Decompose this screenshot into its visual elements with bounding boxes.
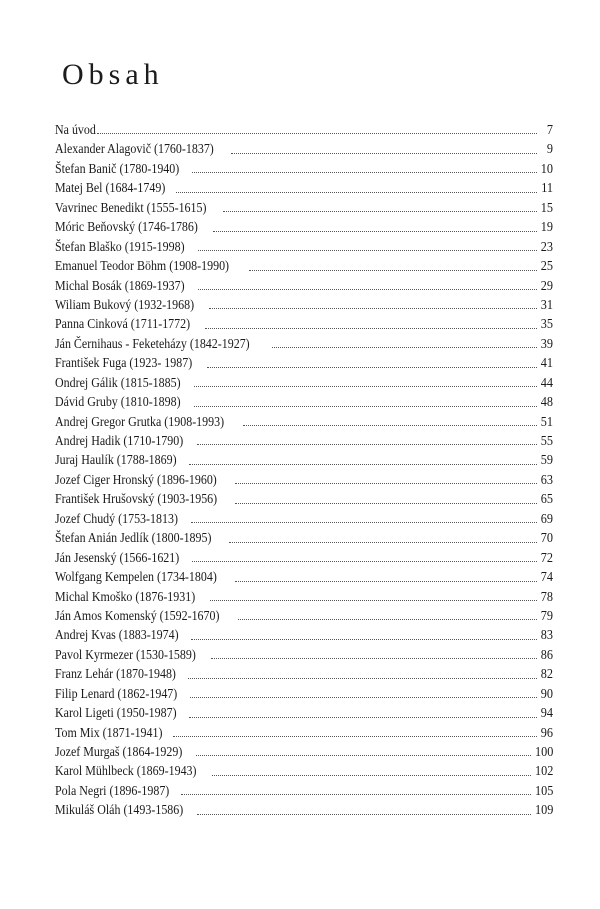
dot-leader [235,482,537,484]
toc-entry-page-number: 59 [540,452,553,468]
toc-entry-page-number: 15 [540,199,553,215]
toc-entry-title: Jozef Ciger Hronský (1896-1960) [55,471,217,487]
toc-entry [55,217,553,236]
toc-entry-title: Andrej Kvas (1883-1974) [55,627,179,643]
toc-entry-title: Štefan Blaško (1915-1998) [55,238,185,254]
toc-entry-page-number: 29 [540,277,553,293]
toc-entry [55,761,553,780]
toc-entry [55,314,553,333]
toc-entry-page-number: 82 [540,666,553,682]
dot-leader [192,171,537,173]
toc-entry-title: Franz Lehár (1870-1948) [55,666,176,682]
toc-entry-title: Móric Beňovský (1746-1786) [55,219,198,235]
dot-leader [189,463,537,465]
toc-entry-title: Ján Jesenský (1566-1621) [55,549,180,565]
toc-entry-title: Emanuel Teodor Böhm (1908-1990) [55,258,230,274]
toc-entry [55,723,553,742]
toc-entry-page-number: 109 [534,802,553,818]
toc-entry-page-number: 78 [540,588,553,604]
toc-entry [55,800,553,819]
toc-entry-title: Panna Cinková (1711-1772) [55,316,191,332]
dot-leader [173,735,537,737]
dot-leader [213,230,537,232]
toc-entry-title: Karol Ligeti (1950-1987) [55,705,177,721]
toc-entry [55,159,553,178]
toc-entry-page-number: 9 [546,141,553,157]
toc-entry [55,567,553,586]
dot-leader [205,327,537,329]
toc-entry-page-number: 48 [540,394,553,410]
toc-entry-page-number: 96 [540,724,553,740]
dot-leader [223,210,537,212]
toc-entry-page-number: 100 [534,744,553,759]
toc-entry [55,664,553,683]
toc-entry-title: Michal Kmoško (1876-1931) [55,588,196,604]
table-of-contents [55,120,553,820]
toc-entry-page-number: 65 [540,491,553,507]
dot-leader [188,677,537,679]
toc-entry-page-number: 94 [540,705,553,721]
toc-entry [55,392,553,411]
toc-entry-page-number: 25 [540,258,553,274]
toc-entry-title: Pavol Kyrmezer (1530-1589) [55,646,196,662]
toc-entry [55,178,553,197]
toc-entry-title: Wiliam Bukový (1932-1968) [55,296,195,312]
dot-leader [210,599,537,601]
toc-entry-title: Matej Bel (1684-1749) [55,180,166,196]
dot-leader [243,424,537,426]
toc-entry-page-number: 11 [541,180,553,196]
dot-leader [181,793,531,795]
toc-entry-page-number: 7 [546,122,553,137]
toc-entry [55,684,553,703]
toc-entry [55,781,553,800]
dot-leader [176,191,537,193]
toc-entry-page-number: 83 [540,627,553,643]
toc-entry [55,528,553,547]
toc-entry [55,334,553,353]
dot-leader [272,346,537,348]
toc-entry [55,703,553,722]
toc-entry-title: Ján Amos Komenský (1592-1670) [55,607,220,623]
toc-entry [55,489,553,508]
toc-entry-title: Andrej Hadik (1710-1790) [55,433,184,448]
toc-entry-page-number: 90 [540,685,553,701]
dot-leader [189,716,537,718]
dot-leader [231,152,537,154]
toc-entry-page-number: 35 [540,316,553,332]
toc-entry-title: Štefan Anián Jedlík (1800-1895) [55,530,212,546]
toc-entry-title: Pola Negri (1896-1987) [55,782,170,798]
toc-entry-title: Juraj Haulík (1788-1869) [55,452,177,468]
dot-leader [198,288,537,290]
dot-leader [209,307,537,309]
toc-entry-title: Andrej Gregor Grutka (1908-1993) [55,413,225,429]
dot-leader [191,521,537,523]
toc-entry [55,198,553,217]
toc-entry-page-number: 19 [540,219,553,235]
toc-entry [55,139,553,158]
toc-entry-page-number: 105 [534,782,553,798]
dot-leader [211,657,537,659]
toc-entry-title: Jozef Chudý (1753-1813) [55,510,178,526]
toc-entry-title: Mikuláš Oláh (1493-1586) [55,802,184,818]
toc-entry [55,373,553,392]
dot-leader [198,249,537,251]
dot-leader [194,405,537,407]
toc-entry [55,412,553,431]
toc-entry-page-number: 41 [540,355,553,371]
dot-leader [238,618,537,620]
toc-entry-page-number: 23 [540,238,553,254]
dot-leader [191,638,537,640]
dot-leader [197,443,537,445]
toc-entry-page-number: 79 [540,607,553,623]
dot-leader [229,541,537,543]
dot-leader [235,580,537,582]
toc-entry-page-number: 102 [534,763,553,779]
toc-entry [55,450,553,469]
toc-entry-page-number: 74 [540,569,553,585]
toc-entry [55,509,553,528]
toc-entry [55,276,553,295]
toc-entry [55,120,553,139]
toc-entry-page-number: 69 [540,510,553,526]
toc-entry [55,353,553,372]
dot-leader [235,502,537,504]
toc-entry-page-number: 31 [540,296,553,312]
dot-leader [212,774,531,776]
toc-entry-title: Jozef Murgaš (1864-1929) [55,744,183,759]
toc-entry-page-number: 86 [540,646,553,662]
toc-entry-title: Wolfgang Kempelen (1734-1804) [55,569,217,585]
dot-leader [196,754,531,756]
dot-leader [190,696,537,698]
toc-entry [55,548,553,567]
toc-entry-title: Na úvod [55,122,96,137]
toc-entry-title: Alexander Alagovič (1760-1837) [55,141,214,157]
toc-entry-page-number: 63 [540,471,553,487]
toc-entry [55,237,553,256]
toc-entry [55,606,553,625]
toc-entry-page-number: 72 [540,549,553,565]
toc-entry-page-number: 44 [540,374,553,390]
toc-entry-title: František Fuga (1923- 1987) [55,355,193,371]
dot-leader [192,560,537,562]
toc-entry [55,645,553,664]
toc-entry-page-number: 55 [540,433,553,448]
toc-entry [55,295,553,314]
toc-entry [55,256,553,275]
toc-entry [55,431,553,450]
toc-entry [55,742,553,761]
toc-entry-title: Ondrej Gálik (1815-1885) [55,374,181,390]
dot-leader [197,813,531,815]
toc-entry-title: Tom Mix (1871-1941) [55,724,163,740]
toc-entry-page-number: 10 [540,160,553,176]
dot-leader [249,269,537,271]
toc-entry [55,625,553,644]
toc-entry-title: Karol Mühlbeck (1869-1943) [55,763,197,779]
toc-entry [55,587,553,606]
dot-leader [97,132,537,134]
page-title: Obsah [62,58,164,91]
toc-entry-title: Dávid Gruby (1810-1898) [55,394,181,410]
toc-entry-title: František Hrušovský (1903-1956) [55,491,218,507]
toc-entry-title: Filip Lenard (1862-1947) [55,685,178,701]
toc-entry-page-number: 39 [540,335,553,351]
dot-leader [194,385,537,387]
toc-entry-title: Vavrinec Benedikt (1555-1615) [55,199,207,215]
dot-leader [207,366,537,368]
toc-entry [55,470,553,489]
toc-entry-page-number: 70 [540,530,553,546]
toc-entry-title: Štefan Banič (1780-1940) [55,160,180,176]
toc-entry-page-number: 51 [540,413,553,429]
toc-entry-title: Michal Bosák (1869-1937) [55,277,185,293]
toc-entry-title: Ján Černihaus - Feketeházy (1842-1927) [55,335,250,351]
